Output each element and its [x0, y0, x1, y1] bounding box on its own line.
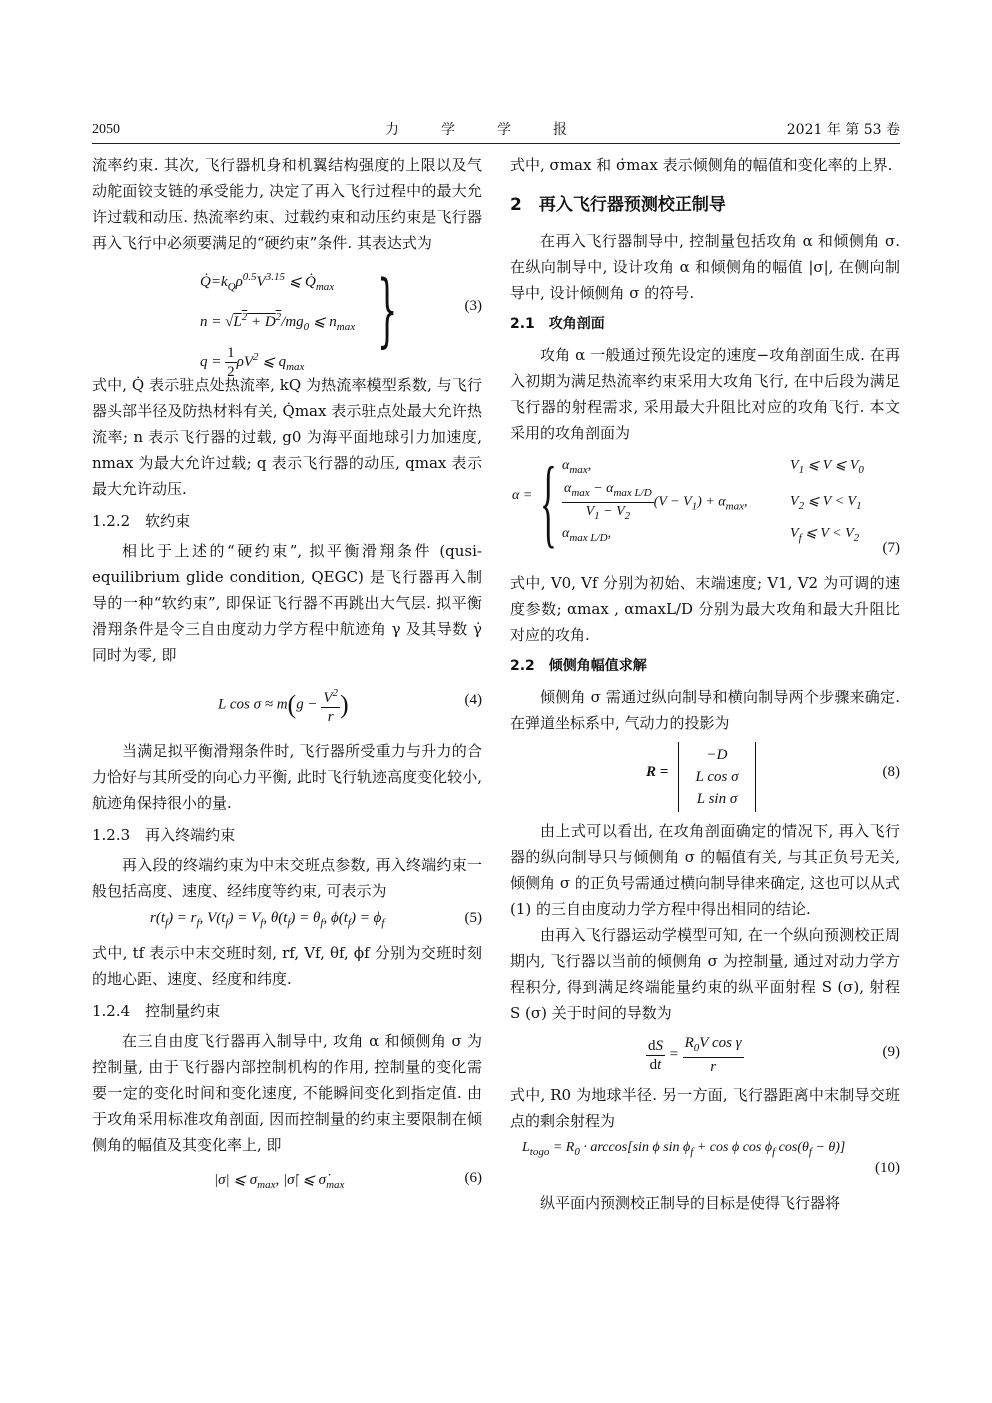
- subsection-heading: 1.2.3 再入终端约束: [92, 826, 236, 844]
- equation-10: $L_{togo} = R_0 \cdot \arccos[\sin$ ϕ $\sin \phi_f + \cos \phi$ $\cos \phi_f$ $\cos(\theta_f - \theta)$] (10): [522, 1140, 900, 1176]
- section-heading: 2 再入飞行器预测校正制导: [510, 195, 726, 215]
- right-column: [510, 152, 900, 1216]
- paragraph: 当满足拟平衡滑翔条件时, 飞行器所受重力与升力的合力恰好与其所受的向心力平衡, 此时飞行轨迹高度变化较小, 航迹角保持很小的量.: [92, 742, 482, 812]
- year-volume: 2021 年 第 53 卷: [786, 122, 900, 138]
- paragraph: 式中, R0 为地球半径. 另一方面, 飞行器距离中末制导交班点的剩余射程为: [510, 1086, 900, 1130]
- equation-8: R = −D L cos σ L sin σ (8): [510, 742, 900, 812]
- subsection-heading: 1.2.2 软约束: [92, 512, 191, 530]
- page-number: 2050: [92, 122, 120, 137]
- paragraph: 再入段的终端约束为中末交班点参数, 再入终端约束一般包括高度、速度、经纬度等约束, 可表示为: [92, 856, 482, 900]
- equation-7: α = { $\alpha_{max}$, $V_1$ ⩽ V ⩽ $V_0$ $\frac{\alpha_{max} - \alpha_{max L/D}}{V_1 - V_2}$ $(V - V_1) + \alpha_{max}$, $V_2$ ⩽ $V < V_1$ $\alpha_{max L/D}$, $V_f$ ⩽ $V < V_2$ (7): [512, 446, 900, 557]
- paragraph: 式中, tf 表示中末交班时刻, rf, Vf, θf, ϕf 分别为交班时刻的地心距、速度、经度和纬度.: [92, 944, 482, 988]
- equation-number: (8): [882, 764, 900, 780]
- running-header: [92, 119, 900, 141]
- equation-4: L cos σ ≈ m(g − $\frac{V^2}{r}$ ) (4): [92, 672, 482, 734]
- paragraph: 由上式可以看出, 在攻角剖面确定的情况下, 再入飞行器的纵向制导只与倾侧角 σ 的幅值有关, 与其正负号无关, 倾侧角 σ 的正负号需通过横向制导律来确定, 这也可以从式 (1) 的三自由度动力学方程中得出相同的结论.: [510, 822, 900, 918]
- paragraph: 流率约束. 其次, 飞行器机身和机翼结构强度的上限以及气动舵面铰支链的承受能力, 决定了再入飞行过程中的最大允许过载和动压. 热流率约束、过载约束和动压约束是飞行器再入飞行中必须要满足的“硬约束”条件. 其表达式为: [92, 156, 482, 252]
- paragraph: 由再入飞行器运动学模型可知, 在一个纵向预测校正周期内, 飞行器以当前的倾侧角 σ 为控制量, 通过对动力学方程积分, 得到满足终端能量约束的纵平面射程 S (σ), 射程 S (σ) 关于时间的导数为: [510, 926, 900, 1022]
- paragraph: 式中, V0, Vf 分别为初始、末端速度; V1, V2 为可调的速度参数; αmax , αmaxL/D 分别为最大攻角和最大升阻比对应的攻角.: [510, 574, 900, 644]
- paragraph: 式中, σmax 和 σ̇max 表示倾侧角的幅值和变化率的上界.: [510, 156, 893, 174]
- paragraph: 倾侧角 σ 需通过纵向制导和横向制导两个步骤来确定. 在弹道坐标系中, 气动力的投影为: [510, 688, 900, 732]
- journal-title: 力学学报: [385, 122, 609, 138]
- paper-page: [92, 0, 900, 1403]
- subsection-heading: 1.2.4 控制量约束: [92, 1002, 221, 1020]
- header-rule: [92, 143, 900, 144]
- equation-number: (10): [875, 1160, 900, 1176]
- subsection-heading: 2.2 倾侧角幅值求解: [510, 658, 647, 674]
- equation-5: $r(t_f) = r_f$, $V(t_f) = V_f$, $\theta(t_f) = \theta_f$, $\phi(t_f) = \phi_f$ (5): [150, 910, 482, 929]
- equation-9: $\frac{dS}{dt}$ = $\frac{R_0V \cos \gamma}{r}$ (9): [648, 1035, 900, 1075]
- paragraph: 纵平面内预测校正制导的目标是使得飞行器将: [540, 1194, 841, 1212]
- equation-number: (5): [464, 910, 482, 926]
- paragraph: 在三自由度飞行器再入制导中, 攻角 α 和倾侧角 σ 为控制量, 由于飞行器内部控制机构的作用, 控制量的变化需要一定的变化时间和变化速度, 不能瞬间变化到指定值. 由于攻角采用标准攻角剖面, 因而控制量的约束主要限制在倾侧角的幅值及其变化率上, 即: [92, 1032, 482, 1154]
- equation-number: (9): [882, 1044, 900, 1060]
- subsection-heading: 2.1 攻角剖面: [510, 316, 605, 332]
- equation-3: $Q̇=k_Q\rho^{0.5}V^{3.15}$ ⩽ $Q̇_{max}$ $n = √L^2 + D^2/mg_0$ ⩽ $n_{max}$ q = $\frac{1}{2}$ $\rho V^2$ ⩽ $q_{max}$ } (3): [200, 263, 482, 381]
- equation-number: (7): [882, 540, 900, 556]
- equation-number: (4): [464, 692, 482, 708]
- paragraph: 攻角 α 一般通过预先设定的速度−攻角剖面生成. 在再入初期为满足热流率约束采用大攻角飞行, 在中后段为满足飞行器的射程需求, 采用最大升阻比对应的攻角飞行. 本文采用的攻角剖面为: [510, 346, 900, 442]
- paragraph: 在再入飞行器制导中, 控制量包括攻角 α 和倾侧角 σ. 在纵向制导中, 设计攻角 α 和倾侧角的幅值 |σ|, 在侧向制导中, 设计倾侧角 σ 的符号.: [510, 232, 900, 302]
- equation-6: |σ| ⩽ $\sigma_{max}$, |σ̇| ⩽ $\sigmȧ_{max}$ (6): [214, 1170, 482, 1191]
- equation-number: (3): [464, 298, 482, 314]
- paragraph: 相比于上述的“硬约束”, 拟平衡滑翔条件 (qusi-equilibrium glide condition, QEGC) 是飞行器再入制导的一种“软约束”, 即保证飞行器不再跳出大气层. 拟平衡滑翔条件是令三自由度动力学方程中航迹角 γ 及其导数 γ̇ 同时为零, 即: [92, 542, 482, 664]
- equation-number: (6): [464, 1170, 482, 1186]
- paragraph: 式中, Q̇ 表示驻点处热流率, kQ 为热流率模型系数, 与飞行器头部半径及防热材料有关, Q̇max 表示驻点处最大允许热流率; n 表示飞行器的过载, g0 为海平面地球引力加速度, nmax 为最大允许过载; q 表示飞行器的动压, qmax 表示最大允许动压.: [92, 376, 482, 498]
- left-column: [92, 152, 482, 1198]
